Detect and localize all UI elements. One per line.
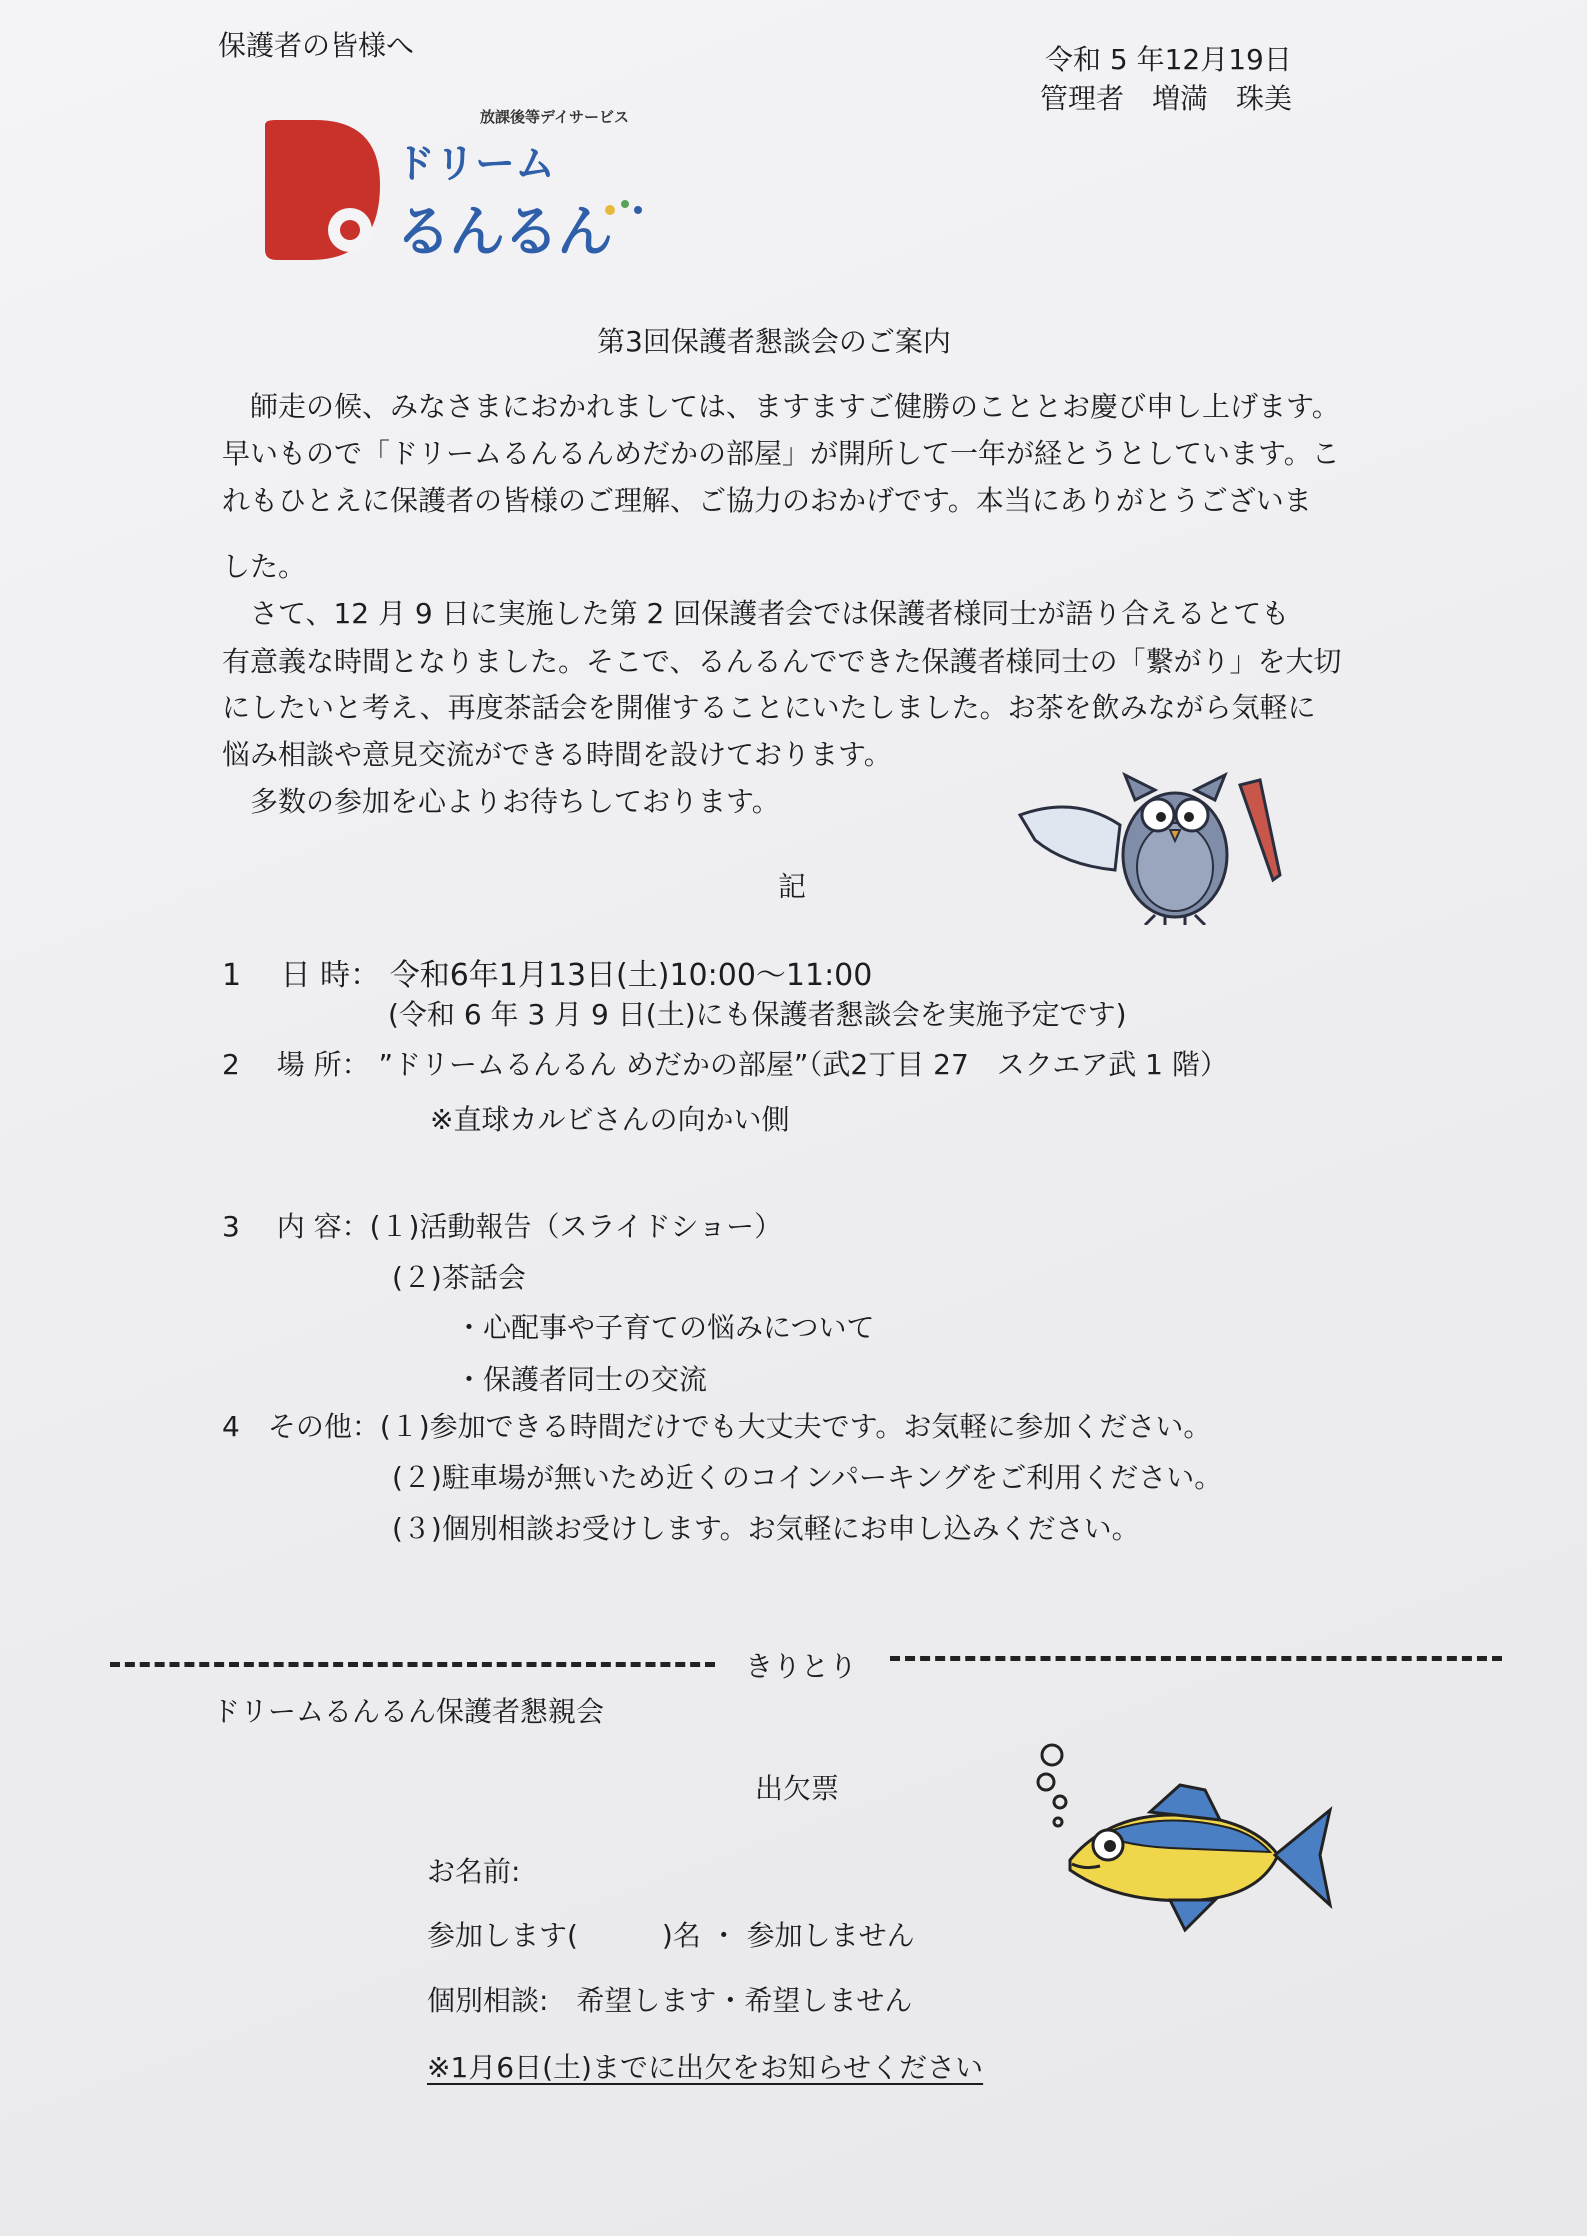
body-line: 早いもので「ドリームるんるんめだかの部屋」が開所して一年が経とうとしています。こ (222, 437, 1340, 470)
body-line: さて、12 月 9 日に実施した第 2 回保護者会では保護者様同士が語り合えるとても (222, 597, 1290, 630)
item-content-2a: ・心配事や子育ての悩みについて (455, 1311, 875, 1344)
item-datetime: 1 日 時： 令和6年1月13日(土)10:00～11:00 (222, 958, 873, 993)
ki-label: 記 (778, 870, 807, 903)
slip-consult: 個別相談: 希望します・希望しません (427, 1984, 913, 2017)
item-other-2: (２)駐車場が無いため近くのコインパーキングをご利用ください。 (392, 1461, 1223, 1494)
slip-deadline: ※1月6日(土)までに出欠をお知らせください (427, 2051, 984, 2084)
cut-label: きりとり (745, 1650, 858, 1683)
body-line: 有意義な時間となりました。そこで、るんるんでできた保護者様同士の「繋がり」を大切 (222, 645, 1342, 678)
page-title: 第3回保護者懇談会のご案内 (597, 325, 951, 358)
logo (255, 100, 655, 270)
item-place: 2 場 所： ”ドリームるんるん めだかの部屋”（武2丁目 27 スクエア武 1 階） (222, 1048, 1228, 1081)
body-line: した。 (222, 550, 307, 583)
recipient: 保護者の皆様へ (218, 29, 415, 62)
body-line: れもひとえに保護者の皆様のご理解、ご協力のおかげです。本当にありがとうございま (222, 484, 1312, 517)
slip-org: ドリームるんるん保護者懇親会 (212, 1695, 605, 1728)
owl-icon (1015, 755, 1295, 925)
body-line: 師走の候、みなさまにおかれましては、ますますご健勝のこととお慶び申し上げます。 (222, 390, 1340, 423)
date: 令和 5 年12月19日 (1045, 43, 1292, 76)
fish-illustration (1030, 1740, 1340, 1950)
cut-line-right (890, 1656, 1502, 1661)
owl-illustration (1015, 755, 1295, 925)
logo-line2: るんるん (395, 200, 611, 265)
item-other-3: (３)個別相談お受けします。お気軽にお申し込みください。 (392, 1512, 1140, 1545)
slip-title: 出欠票 (755, 1772, 840, 1805)
item-place-note: ※直球カルビさんの向かい側 (430, 1103, 790, 1136)
slip-name: お名前: (427, 1855, 521, 1888)
cut-line-left (110, 1662, 715, 1667)
item-datetime-note: (令和 6 年 3 月 9 日(土)にも保護者懇談会を実施予定です) (388, 998, 1127, 1031)
item-content-2b: ・保護者同士の交流 (455, 1363, 708, 1396)
manager: 管理者 増満 珠美 (1040, 82, 1293, 115)
body-line: にしたいと考え、再度茶話会を開催することにいたしました。お茶を飲みながら気軽に (222, 691, 1316, 724)
body-line: 多数の参加を心よりお待ちしております。 (222, 785, 780, 818)
item-other: 4 その他：(１)参加できる時間だけでも大丈夫です。お気軽に参加ください。 (222, 1410, 1212, 1443)
slip-attend: 参加します( )名 ・ 参加しません (427, 1919, 915, 1952)
body-line: 悩み相談や意見交流ができる時間を設けております。 (222, 738, 892, 771)
logo-line1: ドリーム (395, 141, 555, 187)
item-content-2: (２)茶話会 (392, 1261, 526, 1294)
fish-icon (1030, 1740, 1340, 1950)
item-content: 3 内 容：(１)活動報告（スライドショー） (222, 1210, 783, 1243)
logo-tagline: 放課後等デイサービス (480, 108, 629, 126)
